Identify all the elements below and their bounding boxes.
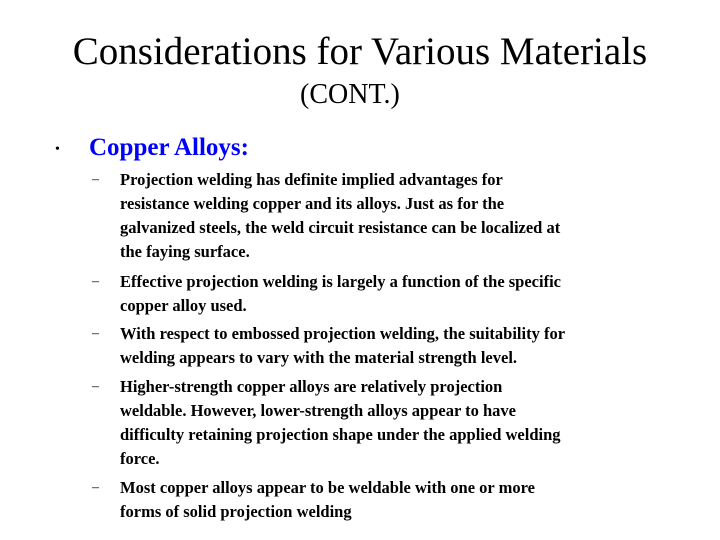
dash-icon: –	[92, 379, 99, 394]
list-item-text: Projection welding has definite implied advantages for resistance welding copper and its alloys. Just as for the galvanized steels, the weld circuit resistance can be localized at the faying surface.	[120, 170, 561, 261]
list-item-text: Higher-strength copper alloys are relatively projection weldable. However, lower-strength alloys appear to have difficulty retaining projection shape under the applied welding force.	[120, 377, 561, 468]
section-heading: Copper Alloys:	[89, 134, 249, 161]
slide-title: Considerations for Various Materials	[72, 30, 648, 73]
bullet-icon: •	[55, 142, 60, 157]
list-item-text: With respect to embossed projection welding, the suitability for welding appears to vary with the material strength level.	[120, 324, 566, 367]
dash-icon: –	[92, 172, 99, 187]
slide-subtitle: (CONT.)	[300, 79, 400, 110]
dash-icon: –	[92, 326, 99, 341]
list-item-text: Effective projection welding is largely a function of the specific copper alloy used.	[120, 272, 561, 315]
dash-icon: –	[92, 480, 99, 495]
dash-icon: –	[92, 274, 99, 289]
list-item-text: Most copper alloys appear to be weldable with one or more forms of solid projection welding	[120, 478, 535, 521]
